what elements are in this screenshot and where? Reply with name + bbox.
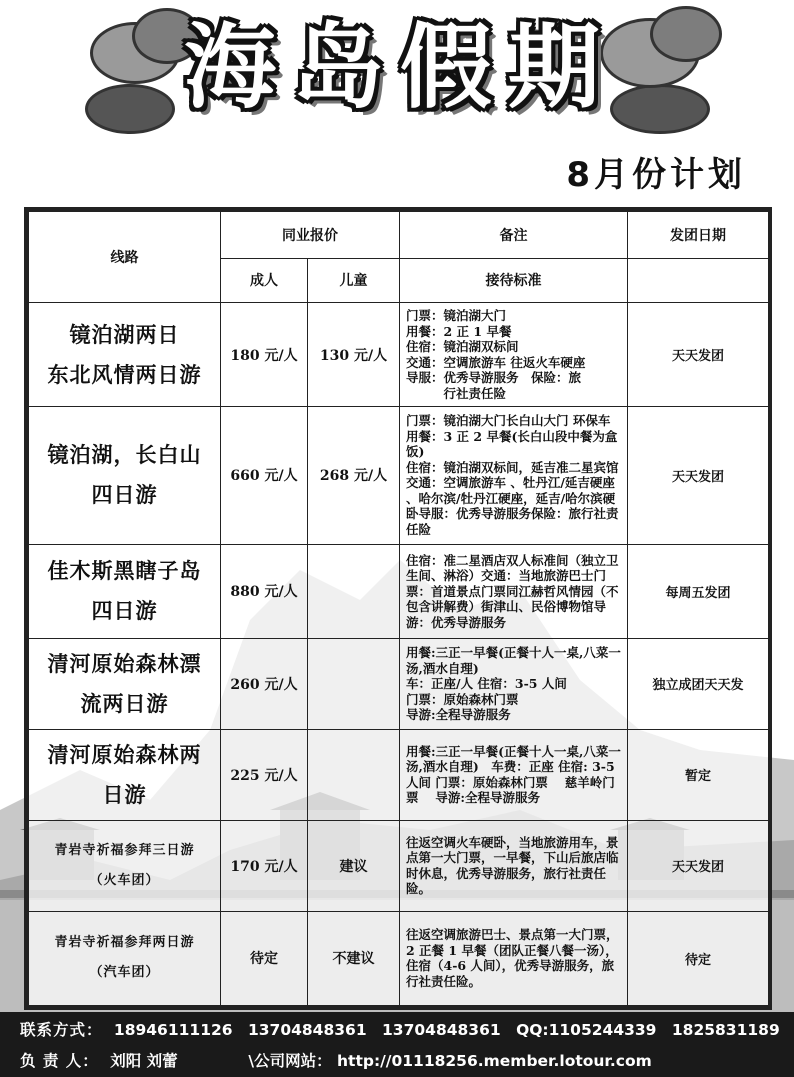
header-child: 儿童 bbox=[308, 258, 400, 303]
route-line: 四日游 bbox=[91, 598, 158, 624]
child-price: 130 元/人 bbox=[308, 303, 400, 407]
route-cell bbox=[29, 638, 221, 729]
notes-cell bbox=[400, 407, 628, 545]
departure-cell: 天天发团 bbox=[628, 820, 769, 911]
contact-label: 联系方式： bbox=[20, 1021, 103, 1039]
phone-number: 13704848361 bbox=[382, 1021, 501, 1039]
departure-cell: 独立成团天天发 bbox=[628, 638, 769, 729]
departure-cell: 待定 bbox=[628, 911, 769, 1005]
route-line: 清河原始森林两 bbox=[47, 741, 202, 767]
route-line: 东北风情两日游 bbox=[47, 361, 202, 387]
notes-cell bbox=[400, 303, 628, 407]
notes-cell bbox=[400, 638, 628, 729]
notes-cell bbox=[400, 911, 628, 1005]
route-line: 镜泊湖两日 bbox=[69, 321, 180, 347]
adult-price: 660 元/人 bbox=[221, 407, 308, 545]
table-row bbox=[29, 303, 769, 407]
note-line: 门票：原始森林门票 bbox=[406, 691, 519, 707]
departure-cell: 天天发团 bbox=[628, 407, 769, 545]
table-row bbox=[29, 544, 769, 638]
route-cell bbox=[29, 820, 221, 911]
table-row bbox=[29, 820, 769, 911]
note-line: 用餐：2 正 1 早餐 bbox=[406, 323, 512, 339]
route-line: （汽车团） bbox=[89, 965, 160, 981]
route-line: 四日游 bbox=[91, 482, 158, 508]
itinerary-table bbox=[24, 207, 772, 1010]
manager-line bbox=[20, 1046, 652, 1076]
site-label: \公司网站： bbox=[248, 1052, 332, 1070]
route-cell bbox=[29, 729, 221, 820]
route-cell bbox=[29, 303, 221, 407]
notes-cell bbox=[400, 544, 628, 638]
note-line: 用餐:三正一早餐(正餐十人一桌,八菜一汤,酒水自理) bbox=[406, 645, 621, 676]
note-line: 往返空调旅游巴士、景点第一大门票，2 正餐 1 早餐（团队正餐八餐一汤），住宿（4-6 人间），优秀导游服务，旅行社责任险。 bbox=[406, 927, 619, 989]
note-line: 导游:全程导游服务 bbox=[406, 707, 511, 723]
departure-cell: 暂定 bbox=[628, 729, 769, 820]
header-departure: 发团日期 bbox=[628, 212, 769, 259]
page-title: 海岛假期 bbox=[183, 14, 616, 121]
route-line: 日游 bbox=[102, 781, 147, 807]
notes-cell bbox=[400, 729, 628, 820]
notes-cell bbox=[400, 820, 628, 911]
note-line: 住宿：镜泊湖双标间 bbox=[406, 339, 519, 355]
note-line: 车：正座/人 住宿：3-5 人间 bbox=[406, 676, 567, 692]
contact-line bbox=[20, 1015, 780, 1045]
route-line: 佳木斯黑瞎子岛 bbox=[47, 558, 202, 584]
note-line: 门票：镜泊湖大门长白山大门 环保车用餐：3 正 2 早餐(长白山段中餐为盒饭) bbox=[406, 413, 618, 460]
header-notes-sub: 接待标准 bbox=[400, 258, 628, 303]
adult-price: 260 元/人 bbox=[221, 638, 308, 729]
note-line: 门票：镜泊湖大门 bbox=[406, 308, 507, 324]
child-price: 268 元/人 bbox=[308, 407, 400, 545]
header-price: 同业报价 bbox=[221, 212, 400, 259]
adult-price: 170 元/人 bbox=[221, 820, 308, 911]
child-price: 建议 bbox=[308, 820, 400, 911]
note-line: 住宿：镜泊湖双标间，延吉准二星宾馆交通：空调旅游车 、牡丹江/延吉硬座 、哈尔滨/牡丹江硬座，延吉/哈尔滨硬卧导服：优秀导游服务保险：旅行社责任险 bbox=[406, 459, 619, 537]
note-line: 住宿：准二星酒店双人标准间（独立卫生间、淋浴）交通：当地旅游巴士门票：首道景点门票同江赫哲风情园（不包含讲解费）街津山、民俗博物馆导游：优秀导游服务 bbox=[406, 552, 619, 630]
header-notes: 备注 bbox=[400, 212, 628, 259]
departure-cell: 天天发团 bbox=[628, 303, 769, 407]
table-row bbox=[29, 911, 769, 1005]
qq-number: QQ:1105244339 bbox=[516, 1021, 657, 1039]
adult-price: 880 元/人 bbox=[221, 544, 308, 638]
route-line: 流两日游 bbox=[80, 690, 169, 716]
page-subtitle: 8月份计划 bbox=[566, 155, 746, 195]
route-cell bbox=[29, 407, 221, 545]
child-price: 不建议 bbox=[308, 911, 400, 1005]
departure-cell: 每周五发团 bbox=[628, 544, 769, 638]
manager-names: 刘阳 刘蕾 bbox=[110, 1052, 178, 1070]
note-line: 导服：优秀导游服务 保险：旅 bbox=[406, 370, 582, 386]
child-price bbox=[308, 544, 400, 638]
child-price bbox=[308, 638, 400, 729]
header-adult: 成人 bbox=[221, 258, 308, 303]
route-line: 清河原始森林漂 bbox=[47, 650, 202, 676]
phone-number: 13704848361 bbox=[247, 1021, 367, 1039]
table-row bbox=[29, 729, 769, 820]
child-price bbox=[308, 729, 400, 820]
footer bbox=[0, 1012, 794, 1077]
adult-price: 180 元/人 bbox=[221, 303, 308, 407]
note-line: 行社责任险 bbox=[406, 385, 507, 401]
adult-price: 225 元/人 bbox=[221, 729, 308, 820]
route-line: （火车团） bbox=[89, 872, 160, 888]
route-cell bbox=[29, 544, 221, 638]
table-row bbox=[29, 407, 769, 545]
route-line: 青岩寺祈福参拜三日游 bbox=[54, 842, 195, 858]
note-line: 用餐:三正一早餐(正餐十人一桌,八菜一汤,酒水自理) 车费：正座 住宿: 3-5 人间 门票：原始森林门票 慈羊岭门票 导游:全程导游服务 bbox=[406, 743, 621, 806]
header-route: 线路 bbox=[29, 212, 221, 303]
manager-label: 负 责 人： bbox=[20, 1052, 99, 1070]
adult-price: 待定 bbox=[221, 911, 308, 1005]
note-line: 往返空调火车硬卧，当地旅游用车，景点第一大门票，一早餐，下山后旅店临时休息，优秀导游服务，旅行社责任险。 bbox=[406, 834, 619, 897]
phone-number: 1825831189 bbox=[671, 1021, 780, 1039]
note-line: 交通：空调旅游车 往返火车硬座 bbox=[406, 354, 586, 370]
route-cell bbox=[29, 911, 221, 1005]
website-link[interactable]: http://01118256.member.lotour.com bbox=[337, 1052, 652, 1070]
phone-number: 18946111126 bbox=[113, 1021, 233, 1039]
cloud-decoration bbox=[650, 6, 722, 62]
table-row bbox=[29, 638, 769, 729]
header bbox=[0, 0, 794, 205]
header-departure-blank bbox=[628, 258, 769, 303]
route-line: 镜泊湖，长白山 bbox=[47, 442, 202, 468]
route-line: 青岩寺祈福参拜两日游 bbox=[54, 935, 195, 951]
